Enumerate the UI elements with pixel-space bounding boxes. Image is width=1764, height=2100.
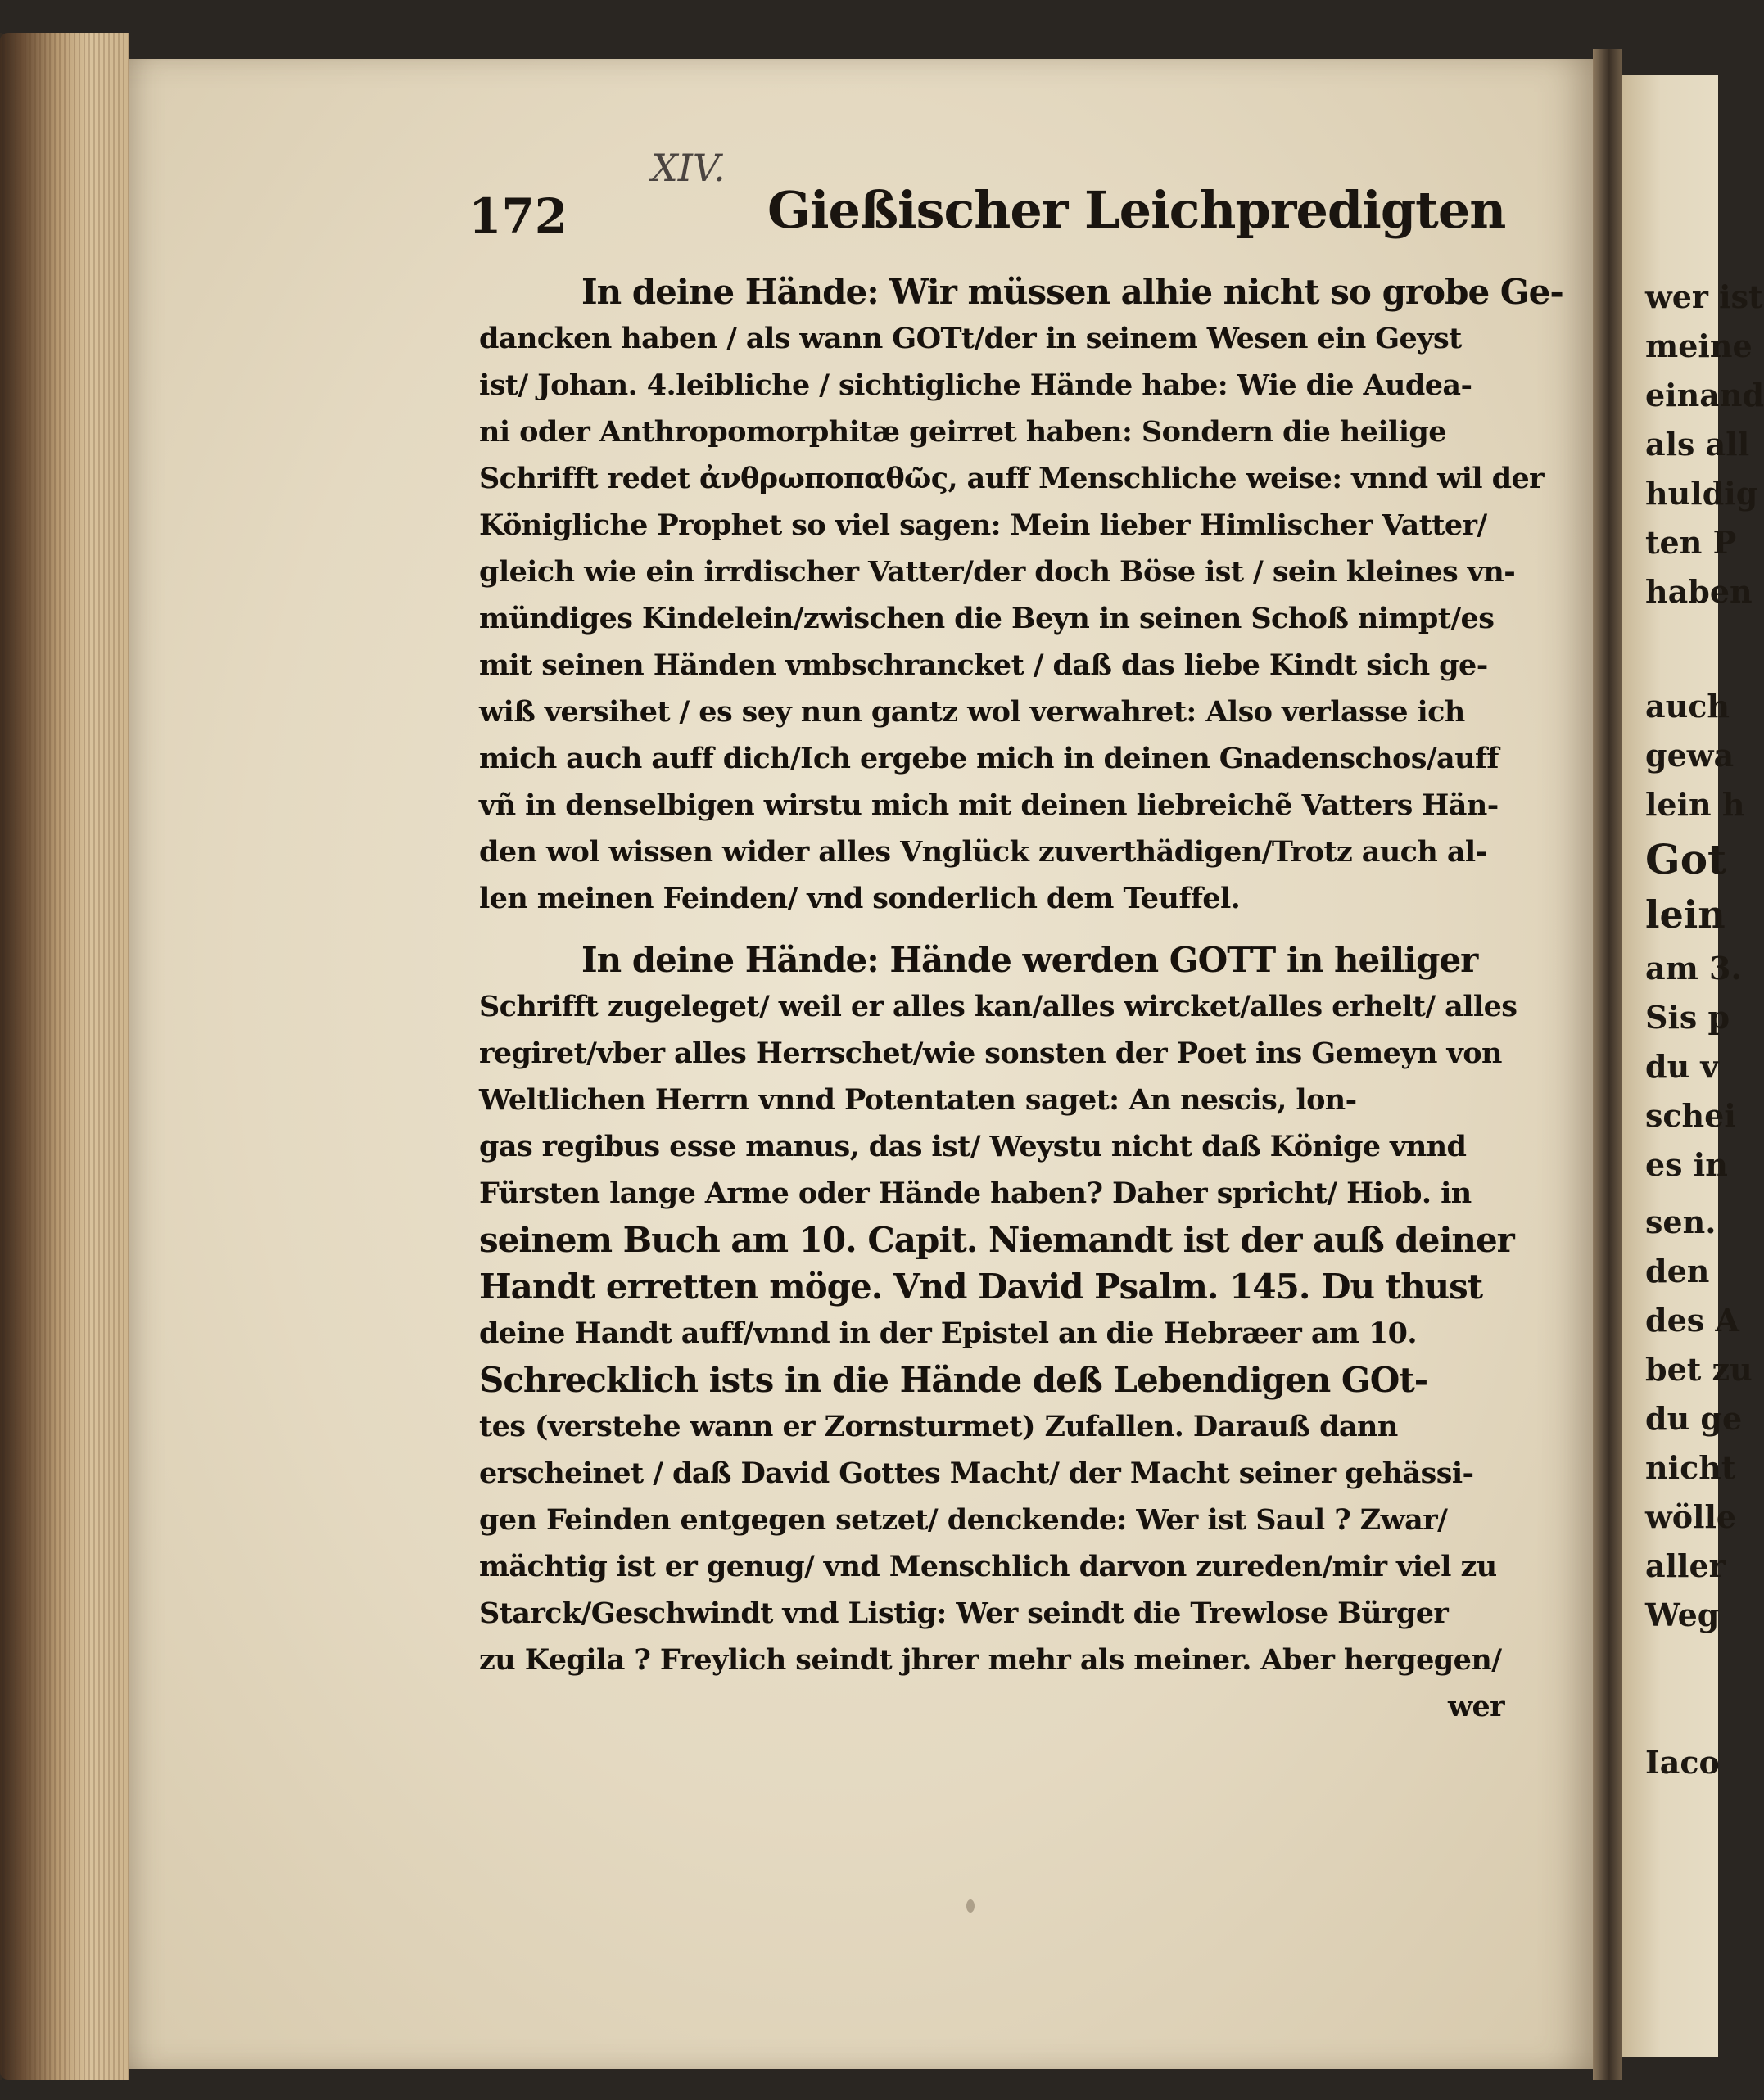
facing-fragment: schei: [1645, 1097, 1736, 1134]
text-line: ni oder Anthropomorphitæ geirret haben: Sondern die heilige: [479, 415, 1446, 449]
text-line: tes (verstehe wann er Zornsturmet) Zufallen. Darauß dann: [479, 1410, 1398, 1443]
facing-fragment: meine: [1645, 327, 1753, 364]
facing-fragment: am 3.: [1645, 950, 1742, 987]
facing-fragment: lein h: [1645, 786, 1745, 823]
page-number: 172: [468, 188, 568, 244]
facing-fragment: du v: [1645, 1048, 1719, 1085]
facing-fragment: aller: [1645, 1547, 1726, 1584]
handwritten-annotation: XIV.: [651, 146, 726, 190]
facing-fragment: huldig: [1645, 475, 1758, 512]
text-line: den wol wissen wider alles Vnglück zuverthädigen/Trotz auch al-: [479, 835, 1487, 869]
text-line: vñ in denselbigen wirstu mich mit deinen liebreichẽ Vatters Hän-: [479, 788, 1499, 822]
facing-fragment: als all: [1645, 426, 1750, 463]
text-line: mündiges Kindelein/zwischen die Beyn in seinen Schoß nimpt/es: [479, 602, 1495, 635]
facing-page: [1622, 75, 1764, 2057]
text-line: Weltlichen Herrn vnnd Potentaten saget: An nescis, lon-: [479, 1083, 1357, 1117]
text-line: gas regibus esse manus, das ist/ Weystu nicht daß Könige vnnd: [479, 1130, 1467, 1163]
running-header: [468, 180, 1506, 254]
text-line: Schrifft redet ἀνθρωποπαθῶς, auff Menschliche weise: vnnd wil der: [479, 462, 1544, 495]
text-line: ist/ Johan. 4.leibliche / sichtigliche Hände habe: Wie die Audea-: [479, 368, 1472, 402]
paragraph-gap: [479, 922, 1521, 937]
facing-fragment: wer ist: [1645, 278, 1763, 315]
text-line: Schrifft zugeleget/ weil er alles kan/alles wircket/alles erhelt/ alles: [479, 990, 1517, 1023]
facing-fragment: Got: [1645, 835, 1727, 883]
text-line: mit seinen Händen vmbschrancket / daß das liebe Kindt sich ge-: [479, 648, 1488, 682]
facing-fragment: es in: [1645, 1146, 1728, 1183]
text-line: gen Feinden entgegen setzet/ denckende: Wer ist Saul ? Zwar/: [479, 1503, 1448, 1537]
text-line: mächtig ist er genug/ vnd Menschlich darvon zureden/mir viel zu: [479, 1550, 1497, 1583]
text-line: Königliche Prophet so viel sagen: Mein lieber Himlischer Vatter/: [479, 508, 1487, 542]
text-line: deine Handt auff/vnnd in der Epistel an die Hebræer am 10.: [479, 1316, 1418, 1350]
text-line: Starck/Geschwindt vnd Listig: Wer seindt die Trewlose Bürger: [479, 1596, 1449, 1630]
facing-fragment: bet zu: [1645, 1351, 1753, 1388]
facing-fragment: Iaco: [1645, 1744, 1720, 1781]
ink-smudge: [966, 1899, 975, 1913]
facing-fragment: auch: [1645, 688, 1730, 725]
text-line: zu Kegila ? Freylich seindt jhrer mehr als meiner. Aber hergegen/: [479, 1643, 1502, 1677]
running-head-title: Gießischer Leichpredigten: [767, 180, 1506, 240]
text-line: erscheinet / daß David Gottes Macht/ der Macht seiner gehässi-: [479, 1456, 1474, 1490]
facing-fragment: gewa: [1645, 737, 1735, 774]
text-line: Handt erretten möge. Vnd David Psalm. 145. Du thust: [479, 1267, 1483, 1307]
text-line: wiß versihet / es sey nun gantz wol verwahret: Also verlasse ich: [479, 695, 1465, 729]
text-line: gleich wie ein irrdischer Vatter/der doch Böse ist / sein kleines vn-: [479, 555, 1516, 589]
facing-fragment: lein: [1645, 892, 1726, 937]
facing-fragment: den: [1645, 1253, 1710, 1289]
text-line: regiret/vber alles Herrschet/wie sonsten der Poet ins Gemeyn von: [479, 1036, 1502, 1070]
facing-fragment: Weg: [1645, 1596, 1720, 1633]
facing-fragment: einand: [1645, 377, 1764, 413]
text-line: In deine Hände: Hände werden GOTT in heiliger: [581, 940, 1478, 980]
book-fore-edge: [0, 33, 129, 2080]
text-line: seinem Buch am 10. Capit. Niemandt ist der auß deiner: [479, 1220, 1514, 1260]
facing-fragment: haben: [1645, 573, 1753, 610]
text-line: In deine Hände: Wir müssen alhie nicht so grobe Ge-: [581, 272, 1563, 312]
facing-fragment: du ge: [1645, 1400, 1743, 1437]
facing-fragment: des A: [1645, 1302, 1739, 1339]
body-text: [479, 269, 1563, 1730]
facing-fragment: Sis p: [1645, 999, 1730, 1036]
facing-fragment: nicht: [1645, 1449, 1736, 1486]
facing-fragment: sen.: [1645, 1204, 1717, 1240]
facing-fragment: wölle: [1645, 1498, 1737, 1535]
catchword: wer: [1447, 1690, 1504, 1723]
text-line: len meinen Feinden/ vnd sonderlich dem Teuffel.: [479, 882, 1241, 915]
book-gutter: [1593, 49, 1622, 2080]
text-line: dancken haben / als wann GOTt/der in seinem Wesen ein Geyst: [479, 322, 1462, 355]
text-line: Schrecklich ists in die Hände deß Lebendigen GOt-: [479, 1360, 1428, 1400]
facing-fragment: ten P: [1645, 524, 1737, 561]
text-line: Fürsten lange Arme oder Hände haben? Daher spricht/ Hiob. in: [479, 1176, 1472, 1210]
text-line: mich auch auff dich/Ich ergebe mich in deinen Gnadenschos/auff: [479, 742, 1499, 775]
